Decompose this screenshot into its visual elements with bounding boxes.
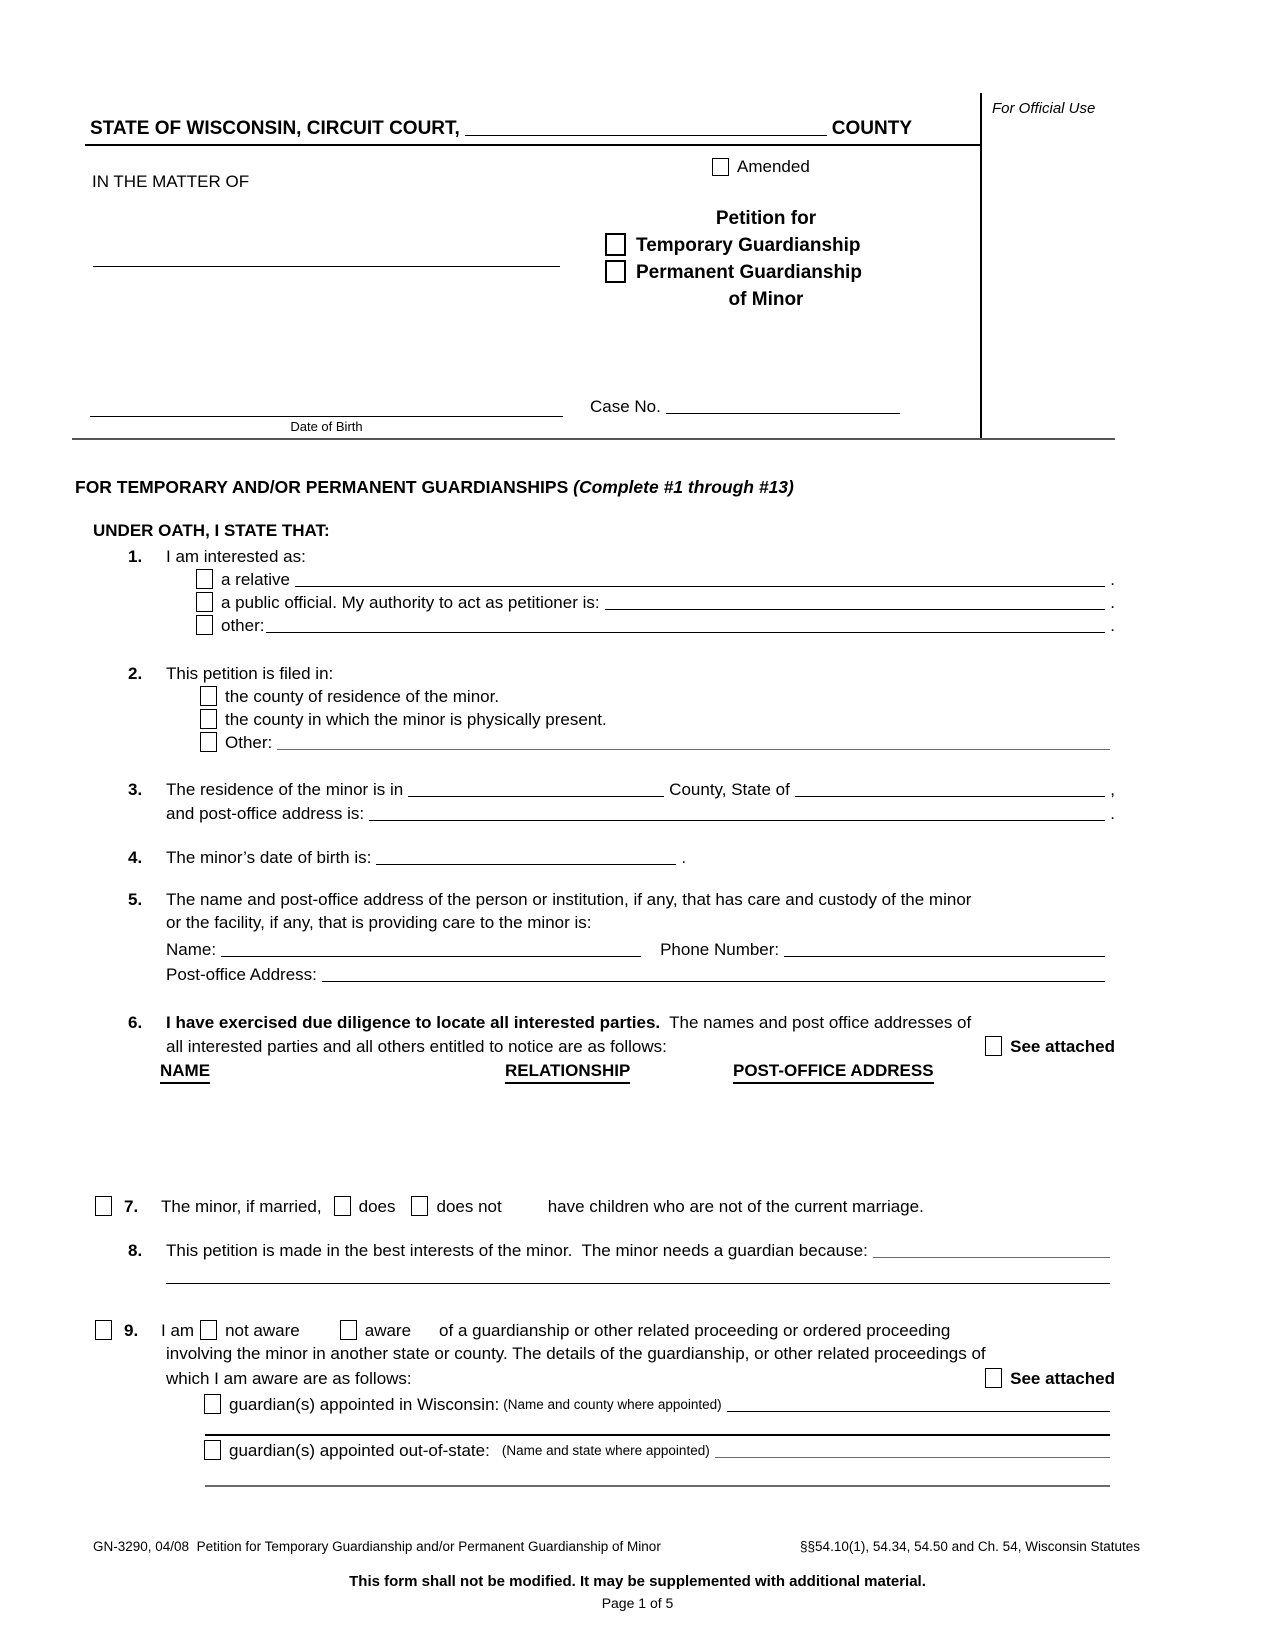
header-bottom-rule <box>72 438 1115 440</box>
official-use-divider <box>980 93 982 439</box>
section-heading-italic: (Complete #1 through #13) <box>573 477 794 497</box>
item6-line1 <box>128 1012 971 1034</box>
permanent-guardianship-label: Permanent Guardianship <box>636 262 862 283</box>
item6-line2 <box>166 1036 1115 1058</box>
temporary-guardianship-checkbox[interactable] <box>605 233 626 256</box>
column-header-post-office-address: POST-OFFICE ADDRESS <box>733 1061 934 1084</box>
footer-row <box>93 1536 1140 1558</box>
item4-number: 4. <box>128 848 143 867</box>
item3-line2 <box>166 803 1115 825</box>
care-address-label: Post-office Address: <box>166 965 317 984</box>
wisconsin-guardian-note: (Name and county where appointed) <box>503 1397 722 1412</box>
item1-row <box>128 546 306 568</box>
amended-row <box>712 156 810 178</box>
guardian-because-blank-line2[interactable] <box>166 1283 1110 1284</box>
footer-notice: This form shall not be modified. It may be supplemented with additional material. <box>349 1573 926 1590</box>
period: . <box>1110 804 1115 823</box>
in-the-matter-of-label: IN THE MATTER OF <box>92 172 250 191</box>
form-title-line2: of Minor <box>728 289 804 310</box>
other-interest-blank[interactable] <box>266 632 1105 633</box>
item6-number: 6. <box>128 1013 143 1032</box>
county-name-blank[interactable] <box>465 135 827 136</box>
case-no-blank[interactable] <box>666 413 900 414</box>
period: . <box>1110 570 1115 589</box>
filed-other-blank[interactable] <box>277 749 1110 750</box>
item7-number: 7. <box>124 1197 139 1216</box>
care-name-blank[interactable] <box>221 956 641 957</box>
form-title-block <box>600 204 932 312</box>
filed-other-label: Other: <box>225 733 273 752</box>
care-address-blank[interactable] <box>322 981 1105 982</box>
item3-number: 3. <box>128 780 143 799</box>
out-of-state-guardian-blank-line2[interactable] <box>205 1485 1110 1487</box>
wisconsin-guardian-blank[interactable] <box>727 1411 1110 1412</box>
temporary-guardianship-row <box>600 231 932 258</box>
footer-statutes: §§54.10(1), 54.34, 54.50 and Ch. 54, Wisconsin Statutes <box>800 1539 1140 1554</box>
period: . <box>681 848 687 867</box>
other-interest-label: other: <box>221 616 265 635</box>
item1-option-other <box>196 615 1115 637</box>
wisconsin-guardian-checkbox[interactable] <box>204 1394 221 1414</box>
column-header-name: NAME <box>160 1061 210 1084</box>
item2-text: This petition is filed in: <box>166 664 334 683</box>
item1-number: 1. <box>128 547 143 566</box>
not-aware-label: not aware <box>225 1321 300 1340</box>
form-title-line1: Petition for <box>715 208 817 229</box>
section-heading <box>75 476 794 498</box>
public-official-checkbox[interactable] <box>196 592 213 612</box>
item3-text3: and post-office address is: <box>166 804 365 823</box>
matter-name-blank[interactable] <box>93 266 560 267</box>
item1-option-public-official <box>196 592 1115 614</box>
date-of-birth-blank[interactable] <box>90 416 563 417</box>
period: . <box>1110 593 1115 612</box>
guardian-because-blank[interactable] <box>873 1257 1110 1258</box>
footer-form-id: GN-3290, 04/08 Petition for Temporary Guardianship and/or Permanent Guardianship of Minor <box>93 1539 661 1554</box>
column-header-relationship: RELATIONSHIP <box>505 1061 630 1084</box>
item9-line3 <box>166 1368 1115 1390</box>
does-not-label: does not <box>436 1197 502 1216</box>
item9-text1: I am <box>161 1321 195 1340</box>
item9-checkbox[interactable] <box>95 1320 112 1340</box>
item5-name-row <box>166 939 1110 961</box>
item3-text2: County, State of <box>669 780 790 799</box>
case-no-row <box>590 396 905 418</box>
out-of-state-guardian-checkbox[interactable] <box>204 1440 221 1460</box>
relative-label: a relative <box>221 570 290 589</box>
does-checkbox[interactable] <box>334 1196 351 1216</box>
item5-number: 5. <box>128 890 143 909</box>
item9-see-attached-checkbox[interactable] <box>985 1368 1002 1388</box>
item5-address-row <box>166 964 1110 986</box>
county-present-checkbox[interactable] <box>200 709 217 729</box>
other-interest-checkbox[interactable] <box>196 615 213 635</box>
relative-blank[interactable] <box>295 586 1105 587</box>
permanent-guardianship-row <box>600 258 932 285</box>
item6-see-attached-label: See attached <box>1010 1037 1115 1056</box>
post-office-address-blank[interactable] <box>369 820 1105 821</box>
wisconsin-guardian-blank-line2[interactable] <box>205 1434 1110 1436</box>
public-official-blank[interactable] <box>605 609 1106 610</box>
item9-line1 <box>95 1320 950 1342</box>
item2-option-residence <box>200 686 499 708</box>
residence-state-blank[interactable] <box>795 796 1105 797</box>
item6-bold-text: I have exercised due diligence to locate all interested parties. <box>166 1013 661 1032</box>
filed-other-checkbox[interactable] <box>200 732 217 752</box>
permanent-guardianship-checkbox[interactable] <box>605 260 626 283</box>
item7-text2: have children who are not of the current marriage. <box>547 1197 924 1216</box>
item5-text1: The name and post-office address of the person or institution, if any, that has care and custody of the minor <box>166 890 972 909</box>
item8-number: 8. <box>128 1241 143 1260</box>
wisconsin-guardian-label: guardian(s) appointed in Wisconsin: <box>229 1395 500 1414</box>
item2-row <box>128 663 333 685</box>
oath-statement: UNDER OATH, I STATE THAT: <box>93 521 330 540</box>
header-rule <box>85 144 980 146</box>
period: . <box>1110 616 1115 635</box>
item4-text: The minor’s date of birth is: <box>166 848 372 867</box>
out-of-state-guardian-blank[interactable] <box>715 1457 1110 1458</box>
section-heading-bold: FOR TEMPORARY AND/OR PERMANENT GUARDIANSHIPS <box>75 477 574 497</box>
out-of-state-guardian-note: (Name and state where appointed) <box>501 1443 710 1458</box>
item5-line1 <box>128 889 971 911</box>
does-not-checkbox[interactable] <box>411 1196 428 1216</box>
county-present-label: the county in which the minor is physically present. <box>225 710 607 729</box>
item8-text: This petition is made in the best interests of the minor. The minor needs a guardian because: <box>166 1241 868 1260</box>
item2-number: 2. <box>128 664 143 683</box>
item2-option-other <box>200 732 1115 754</box>
item8-row <box>128 1240 1115 1262</box>
county-residence-checkbox[interactable] <box>200 686 217 706</box>
item4-row <box>128 847 686 869</box>
public-official-label: a public official. My authority to act as petitioner is: <box>221 593 600 612</box>
item7-text1: The minor, if married, <box>161 1197 322 1216</box>
case-no-label: Case No. <box>590 397 661 416</box>
county-residence-label: the county of residence of the minor. <box>225 687 500 706</box>
item9-see-attached-label: See attached <box>1010 1369 1115 1388</box>
item7-row <box>95 1196 1115 1218</box>
item1-text: I am interested as: <box>166 547 306 566</box>
wisconsin-guardian-row <box>204 1394 1115 1416</box>
item5-text2: or the facility, if any, that is providing care to the minor is: <box>166 913 592 932</box>
out-of-state-guardian-label: guardian(s) appointed out-of-state: <box>229 1441 490 1460</box>
item2-option-present <box>200 709 607 731</box>
item9-number: 9. <box>124 1321 139 1340</box>
item9-text3: which I am aware are as follows: <box>166 1369 412 1388</box>
court-caption-row <box>90 118 912 140</box>
item6-text2: all interested parties and all others entitled to notice are as follows: <box>166 1037 667 1056</box>
item7-checkbox[interactable] <box>95 1196 112 1216</box>
out-of-state-guardian-row <box>204 1440 1115 1462</box>
date-of-birth-caption: Date of Birth <box>290 419 363 434</box>
official-use-label: For Official Use <box>992 100 1096 117</box>
comma: , <box>1110 780 1115 799</box>
item6-see-attached-checkbox[interactable] <box>985 1036 1002 1056</box>
care-phone-blank[interactable] <box>784 956 1105 957</box>
court-caption: STATE OF WISCONSIN, CIRCUIT COURT, <box>90 118 460 139</box>
amended-checkbox[interactable] <box>712 158 729 176</box>
not-aware-checkbox[interactable] <box>200 1320 217 1340</box>
footer-page-number: Page 1 of 5 <box>601 1595 674 1611</box>
item1-option-relative <box>196 569 1115 591</box>
aware-label: aware <box>364 1321 412 1340</box>
aware-checkbox[interactable] <box>340 1320 357 1340</box>
item9-line2: involving the minor in another state or county. The details of the guardianship, or other related proceedings of <box>166 1344 986 1363</box>
item3-text1: The residence of the minor is in <box>166 780 404 799</box>
care-name-label: Name: <box>166 940 217 959</box>
item6-text1: The names and post office addresses of <box>669 1013 972 1032</box>
item3-line1 <box>128 779 1115 801</box>
residence-county-blank[interactable] <box>408 796 664 797</box>
county-label: COUNTY <box>831 118 912 139</box>
minor-dob-blank[interactable] <box>376 864 676 865</box>
relative-checkbox[interactable] <box>196 569 213 589</box>
care-phone-label: Phone Number: <box>660 940 780 959</box>
amended-label: Amended <box>737 157 810 176</box>
does-label: does <box>358 1197 396 1216</box>
temporary-guardianship-label: Temporary Guardianship <box>636 235 861 256</box>
item9-text2: of a guardianship or other related proceeding or ordered proceeding <box>439 1321 951 1340</box>
